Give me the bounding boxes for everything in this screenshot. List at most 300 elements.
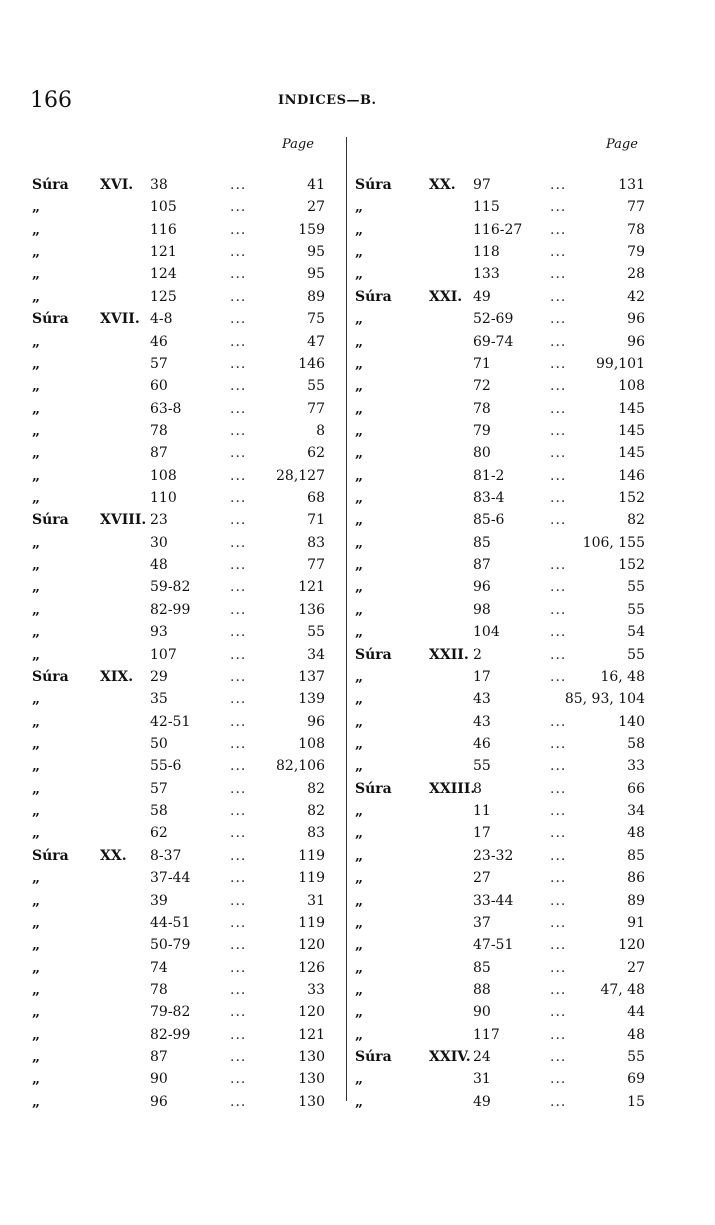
sura-number: XXIV. bbox=[429, 1049, 471, 1066]
verse-ref: 121 bbox=[150, 244, 177, 261]
running-head: INDICES—B. bbox=[278, 93, 377, 108]
leader-dots: ... bbox=[230, 981, 247, 998]
verse-ref: 35 bbox=[150, 691, 168, 708]
page-ref: 77 bbox=[307, 400, 325, 417]
page-ref: 96 bbox=[307, 713, 325, 730]
page-ref: 58 bbox=[627, 735, 645, 752]
index-row bbox=[347, 733, 715, 755]
leader-dots: ... bbox=[230, 780, 247, 797]
leader-dots: ... bbox=[550, 445, 567, 462]
page-ref: 82 bbox=[307, 803, 325, 820]
leader-dots: ... bbox=[230, 445, 247, 462]
index-label: „ bbox=[32, 266, 41, 283]
sura-number: XXIII. bbox=[429, 780, 476, 797]
page-ref: 96 bbox=[627, 333, 645, 350]
verse-ref: 27 bbox=[473, 870, 491, 887]
index-label: „ bbox=[32, 422, 41, 439]
leader-dots: ... bbox=[550, 1004, 567, 1021]
leader-dots: ... bbox=[550, 624, 567, 641]
leader-dots: ... bbox=[230, 959, 247, 976]
index-row bbox=[347, 957, 715, 979]
index-label: „ bbox=[32, 914, 41, 931]
verse-ref: 52-69 bbox=[473, 311, 514, 328]
index-row bbox=[0, 442, 346, 464]
index-label: „ bbox=[32, 1049, 41, 1066]
page-ref: 120 bbox=[298, 937, 325, 954]
sura-number: XVIII. bbox=[100, 512, 147, 529]
verse-ref: 2 bbox=[473, 646, 482, 663]
page-ref: 85 bbox=[627, 847, 645, 864]
verse-ref: 23-32 bbox=[473, 847, 514, 864]
leader-dots: ... bbox=[550, 311, 567, 328]
leader-dots: ... bbox=[550, 847, 567, 864]
index-label: „ bbox=[355, 333, 364, 350]
verse-ref: 38 bbox=[150, 177, 168, 193]
index-label: „ bbox=[32, 981, 41, 998]
verse-ref: 23 bbox=[150, 512, 168, 529]
leader-dots: ... bbox=[550, 914, 567, 931]
leader-dots: ... bbox=[550, 266, 567, 283]
index-row bbox=[347, 219, 715, 241]
leader-dots: ... bbox=[230, 311, 247, 328]
verse-ref: 97 bbox=[473, 177, 491, 193]
index-label: „ bbox=[32, 1004, 41, 1021]
index-label: „ bbox=[355, 378, 364, 395]
page-ref: 137 bbox=[298, 668, 325, 685]
leader-dots: ... bbox=[230, 244, 247, 261]
verse-ref: 78 bbox=[473, 400, 491, 417]
verse-ref: 49 bbox=[473, 288, 491, 305]
page-ref: 91 bbox=[627, 914, 645, 931]
verse-ref: 60 bbox=[150, 378, 168, 395]
index-row bbox=[0, 867, 346, 889]
index-label: Súra bbox=[32, 512, 69, 529]
index-label: „ bbox=[32, 735, 41, 752]
index-label: „ bbox=[355, 914, 364, 931]
page-header bbox=[0, 88, 715, 118]
leader-dots: ... bbox=[230, 624, 247, 641]
page-ref: 130 bbox=[298, 1071, 325, 1088]
page-ref: 77 bbox=[627, 199, 645, 216]
page-ref: 55 bbox=[307, 378, 325, 395]
index-column-left bbox=[0, 174, 346, 1113]
index-label: „ bbox=[32, 221, 41, 238]
index-row bbox=[0, 845, 346, 867]
index-label: „ bbox=[355, 557, 364, 574]
index-label: „ bbox=[32, 870, 41, 887]
index-label: „ bbox=[355, 1071, 364, 1088]
index-label: „ bbox=[355, 892, 364, 909]
verse-ref: 33-44 bbox=[473, 892, 514, 909]
leader-dots: ... bbox=[550, 825, 567, 842]
index-label: „ bbox=[355, 870, 364, 887]
leader-dots: ... bbox=[230, 557, 247, 574]
verse-ref: 80 bbox=[473, 445, 491, 462]
page-ref: 69 bbox=[627, 1071, 645, 1088]
index-row bbox=[347, 1091, 715, 1113]
page-ref: 66 bbox=[627, 780, 645, 797]
verse-ref: 117 bbox=[473, 1026, 500, 1043]
index-label: „ bbox=[355, 355, 364, 372]
leader-dots: ... bbox=[230, 825, 247, 842]
index-row bbox=[0, 755, 346, 777]
verse-ref: 55 bbox=[473, 758, 491, 775]
page-ref: 96 bbox=[627, 311, 645, 328]
column-header-left: Page bbox=[282, 137, 314, 152]
verse-ref: 62 bbox=[150, 825, 168, 842]
index-label: Súra bbox=[355, 177, 392, 193]
index-label: „ bbox=[355, 1004, 364, 1021]
page-ref: 120 bbox=[618, 937, 645, 954]
index-row bbox=[0, 800, 346, 822]
verse-ref: 85 bbox=[473, 534, 491, 551]
index-label: „ bbox=[355, 668, 364, 685]
page-ref: 119 bbox=[298, 847, 325, 864]
verse-ref: 24 bbox=[473, 1049, 491, 1066]
leader-dots: ... bbox=[230, 579, 247, 596]
verse-ref: 39 bbox=[150, 892, 168, 909]
leader-dots: ... bbox=[230, 691, 247, 708]
page-ref: 83 bbox=[307, 825, 325, 842]
index-row bbox=[347, 890, 715, 912]
index-row bbox=[0, 621, 346, 643]
index-label: „ bbox=[355, 803, 364, 820]
index-label: „ bbox=[32, 937, 41, 954]
index-label: „ bbox=[355, 490, 364, 507]
index-row bbox=[0, 241, 346, 263]
page-ref: 126 bbox=[298, 959, 325, 976]
verse-ref: 90 bbox=[150, 1071, 168, 1088]
leader-dots: ... bbox=[230, 914, 247, 931]
leader-dots: ... bbox=[550, 959, 567, 976]
verse-ref: 110 bbox=[150, 490, 177, 507]
page-ref: 27 bbox=[307, 199, 325, 216]
index-label: „ bbox=[32, 557, 41, 574]
leader-dots: ... bbox=[230, 847, 247, 864]
verse-ref: 55-6 bbox=[150, 758, 182, 775]
verse-ref: 133 bbox=[473, 266, 500, 283]
index-label: „ bbox=[355, 758, 364, 775]
index-label: „ bbox=[32, 803, 41, 820]
index-row bbox=[347, 621, 715, 643]
index-label: „ bbox=[32, 646, 41, 663]
index-row bbox=[0, 532, 346, 554]
index-row bbox=[347, 1068, 715, 1090]
verse-ref: 82-99 bbox=[150, 1026, 191, 1043]
page-ref: 130 bbox=[298, 1093, 325, 1110]
leader-dots: ... bbox=[550, 1071, 567, 1088]
index-row bbox=[347, 755, 715, 777]
index-row bbox=[347, 487, 715, 509]
index-row bbox=[347, 420, 715, 442]
page-ref: 62 bbox=[307, 445, 325, 462]
leader-dots: ... bbox=[230, 1071, 247, 1088]
index-label: „ bbox=[32, 624, 41, 641]
page-ref: 55 bbox=[627, 1049, 645, 1066]
verse-ref: 79-82 bbox=[150, 1004, 191, 1021]
page-ref: 48 bbox=[627, 825, 645, 842]
leader-dots: ... bbox=[550, 803, 567, 820]
verse-ref: 57 bbox=[150, 780, 168, 797]
index-row bbox=[347, 599, 715, 621]
leader-dots: ... bbox=[230, 803, 247, 820]
page-ref: 55 bbox=[627, 579, 645, 596]
leader-dots: ... bbox=[550, 1093, 567, 1110]
index-row bbox=[347, 845, 715, 867]
leader-dots: ... bbox=[550, 177, 567, 193]
index-row bbox=[0, 934, 346, 956]
index-label: „ bbox=[355, 601, 364, 618]
verse-ref: 125 bbox=[150, 288, 177, 305]
verse-ref: 50 bbox=[150, 735, 168, 752]
verse-ref: 8-37 bbox=[150, 847, 182, 864]
page-ref: 86 bbox=[627, 870, 645, 887]
verse-ref: 108 bbox=[150, 467, 177, 484]
page-ref: 121 bbox=[298, 579, 325, 596]
index-column-right bbox=[347, 174, 715, 1113]
index-label: „ bbox=[355, 735, 364, 752]
index-row bbox=[347, 196, 715, 218]
index-label: „ bbox=[355, 825, 364, 842]
index-row bbox=[347, 1046, 715, 1068]
index-label: „ bbox=[355, 422, 364, 439]
leader-dots: ... bbox=[550, 668, 567, 685]
index-row bbox=[0, 1046, 346, 1068]
leader-dots: ... bbox=[230, 668, 247, 685]
index-label: „ bbox=[32, 601, 41, 618]
leader-dots: ... bbox=[230, 177, 247, 193]
index-row bbox=[347, 353, 715, 375]
verse-ref: 105 bbox=[150, 199, 177, 216]
verse-ref: 124 bbox=[150, 266, 177, 283]
index-row bbox=[0, 509, 346, 531]
page-ref: 108 bbox=[298, 735, 325, 752]
page-ref: 55 bbox=[627, 601, 645, 618]
index-row bbox=[347, 1024, 715, 1046]
verse-ref: 115 bbox=[473, 199, 500, 216]
leader-dots: ... bbox=[230, 467, 247, 484]
page-ref: 85, 93, 104 bbox=[564, 691, 645, 708]
verse-ref: 96 bbox=[473, 579, 491, 596]
index-row bbox=[0, 465, 346, 487]
verse-ref: 4-8 bbox=[150, 311, 173, 328]
index-row bbox=[0, 263, 346, 285]
leader-dots: ... bbox=[230, 601, 247, 618]
verse-ref: 98 bbox=[473, 601, 491, 618]
verse-ref: 107 bbox=[150, 646, 177, 663]
page-ref: 152 bbox=[618, 490, 645, 507]
verse-ref: 17 bbox=[473, 825, 491, 842]
sura-number: XX. bbox=[429, 177, 456, 193]
leader-dots: ... bbox=[230, 1004, 247, 1021]
verse-ref: 31 bbox=[473, 1071, 491, 1088]
index-label: „ bbox=[32, 758, 41, 775]
index-label: „ bbox=[32, 199, 41, 216]
index-row bbox=[0, 420, 346, 442]
index-label: „ bbox=[32, 400, 41, 417]
page-ref: 48 bbox=[627, 1026, 645, 1043]
index-label: Súra bbox=[355, 646, 392, 663]
page-ref: 47 bbox=[307, 333, 325, 350]
index-label: „ bbox=[32, 959, 41, 976]
leader-dots: ... bbox=[230, 937, 247, 954]
index-label: „ bbox=[32, 780, 41, 797]
page-ref: 130 bbox=[298, 1049, 325, 1066]
leader-dots: ... bbox=[550, 355, 567, 372]
page-ref: 145 bbox=[618, 422, 645, 439]
page-ref: 139 bbox=[298, 691, 325, 708]
index-label: „ bbox=[355, 199, 364, 216]
index-label: „ bbox=[355, 400, 364, 417]
verse-ref: 69-74 bbox=[473, 333, 514, 350]
index-label: „ bbox=[32, 244, 41, 261]
page-ref: 106, 155 bbox=[582, 534, 645, 551]
leader-dots: ... bbox=[550, 512, 567, 529]
verse-ref: 37 bbox=[473, 914, 491, 931]
verse-ref: 90 bbox=[473, 1004, 491, 1021]
page-ref: 55 bbox=[307, 624, 325, 641]
page-ref: 34 bbox=[627, 803, 645, 820]
verse-ref: 116 bbox=[150, 221, 177, 238]
sura-number: XVII. bbox=[100, 311, 140, 328]
index-row bbox=[347, 174, 715, 196]
leader-dots: ... bbox=[230, 378, 247, 395]
index-label: „ bbox=[355, 512, 364, 529]
page-ref: 27 bbox=[627, 959, 645, 976]
index-label: „ bbox=[32, 892, 41, 909]
leader-dots: ... bbox=[230, 1049, 247, 1066]
index-label: „ bbox=[32, 579, 41, 596]
verse-ref: 104 bbox=[473, 624, 500, 641]
verse-ref: 29 bbox=[150, 668, 168, 685]
index-label: „ bbox=[32, 288, 41, 305]
index-label: „ bbox=[355, 847, 364, 864]
verse-ref: 17 bbox=[473, 668, 491, 685]
index-row bbox=[0, 822, 346, 844]
index-row bbox=[0, 219, 346, 241]
verse-ref: 43 bbox=[473, 691, 491, 708]
page-ref: 145 bbox=[618, 400, 645, 417]
leader-dots: ... bbox=[230, 288, 247, 305]
verse-ref: 49 bbox=[473, 1093, 491, 1110]
page-ref: 33 bbox=[307, 981, 325, 998]
index-label: Súra bbox=[355, 288, 392, 305]
verse-ref: 85-6 bbox=[473, 512, 505, 529]
leader-dots: ... bbox=[550, 981, 567, 998]
index-label: „ bbox=[32, 490, 41, 507]
page-ref: 34 bbox=[307, 646, 325, 663]
leader-dots: ... bbox=[230, 713, 247, 730]
page-ref: 55 bbox=[627, 646, 645, 663]
index-row bbox=[0, 979, 346, 1001]
page-ref: 146 bbox=[298, 355, 325, 372]
index-label: „ bbox=[32, 1071, 41, 1088]
leader-dots: ... bbox=[550, 758, 567, 775]
leader-dots: ... bbox=[230, 1026, 247, 1043]
index-label: „ bbox=[355, 713, 364, 730]
leader-dots: ... bbox=[550, 1049, 567, 1066]
verse-ref: 72 bbox=[473, 378, 491, 395]
index-label: „ bbox=[355, 624, 364, 641]
verse-ref: 81-2 bbox=[473, 467, 505, 484]
leader-dots: ... bbox=[550, 400, 567, 417]
sura-number: XIX. bbox=[100, 668, 134, 685]
page-ref: 79 bbox=[627, 244, 645, 261]
verse-ref: 37-44 bbox=[150, 870, 191, 887]
page-ref: 99,101 bbox=[596, 355, 645, 372]
index-row bbox=[347, 263, 715, 285]
page-ref: 82 bbox=[307, 780, 325, 797]
index-label: „ bbox=[355, 937, 364, 954]
index-label: „ bbox=[32, 1026, 41, 1043]
index-row bbox=[347, 442, 715, 464]
index-row bbox=[347, 711, 715, 733]
verse-ref: 59-82 bbox=[150, 579, 191, 596]
leader-dots: ... bbox=[230, 199, 247, 216]
index-label: „ bbox=[355, 1026, 364, 1043]
index-label: „ bbox=[355, 579, 364, 596]
index-label: „ bbox=[355, 266, 364, 283]
index-row bbox=[0, 1091, 346, 1113]
index-row bbox=[0, 174, 346, 196]
index-row bbox=[347, 509, 715, 531]
page-ref: 140 bbox=[618, 713, 645, 730]
index-row bbox=[0, 398, 346, 420]
index-row bbox=[0, 733, 346, 755]
index-row bbox=[0, 688, 346, 710]
index-row bbox=[347, 867, 715, 889]
index-label: „ bbox=[355, 221, 364, 238]
index-row bbox=[347, 554, 715, 576]
page-ref: 119 bbox=[298, 914, 325, 931]
leader-dots: ... bbox=[550, 713, 567, 730]
leader-dots: ... bbox=[230, 422, 247, 439]
page-ref: 33 bbox=[627, 758, 645, 775]
index-row bbox=[0, 487, 346, 509]
verse-ref: 46 bbox=[150, 333, 168, 350]
page-ref: 136 bbox=[298, 601, 325, 618]
leader-dots: ... bbox=[550, 422, 567, 439]
page-ref: 16, 48 bbox=[600, 668, 645, 685]
index-row bbox=[347, 979, 715, 1001]
page-ref: 120 bbox=[298, 1004, 325, 1021]
page-ref: 119 bbox=[298, 870, 325, 887]
leader-dots: ... bbox=[550, 467, 567, 484]
verse-ref: 44-51 bbox=[150, 914, 191, 931]
index-row bbox=[0, 957, 346, 979]
index-row bbox=[347, 822, 715, 844]
leader-dots: ... bbox=[550, 288, 567, 305]
page-ref: 77 bbox=[307, 557, 325, 574]
leader-dots: ... bbox=[550, 1026, 567, 1043]
index-row bbox=[0, 599, 346, 621]
leader-dots: ... bbox=[550, 579, 567, 596]
index-row bbox=[0, 576, 346, 598]
page-ref: 159 bbox=[298, 221, 325, 238]
page-ref: 121 bbox=[298, 1026, 325, 1043]
page-ref: 145 bbox=[618, 445, 645, 462]
index-row bbox=[347, 286, 715, 308]
index-label: Súra bbox=[355, 1049, 392, 1066]
index-label: „ bbox=[355, 981, 364, 998]
page-ref: 54 bbox=[627, 624, 645, 641]
leader-dots: ... bbox=[550, 780, 567, 797]
verse-ref: 43 bbox=[473, 713, 491, 730]
page-ref: 28 bbox=[627, 266, 645, 283]
verse-ref: 78 bbox=[150, 422, 168, 439]
sura-number: XXII. bbox=[429, 646, 469, 663]
index-row bbox=[0, 286, 346, 308]
